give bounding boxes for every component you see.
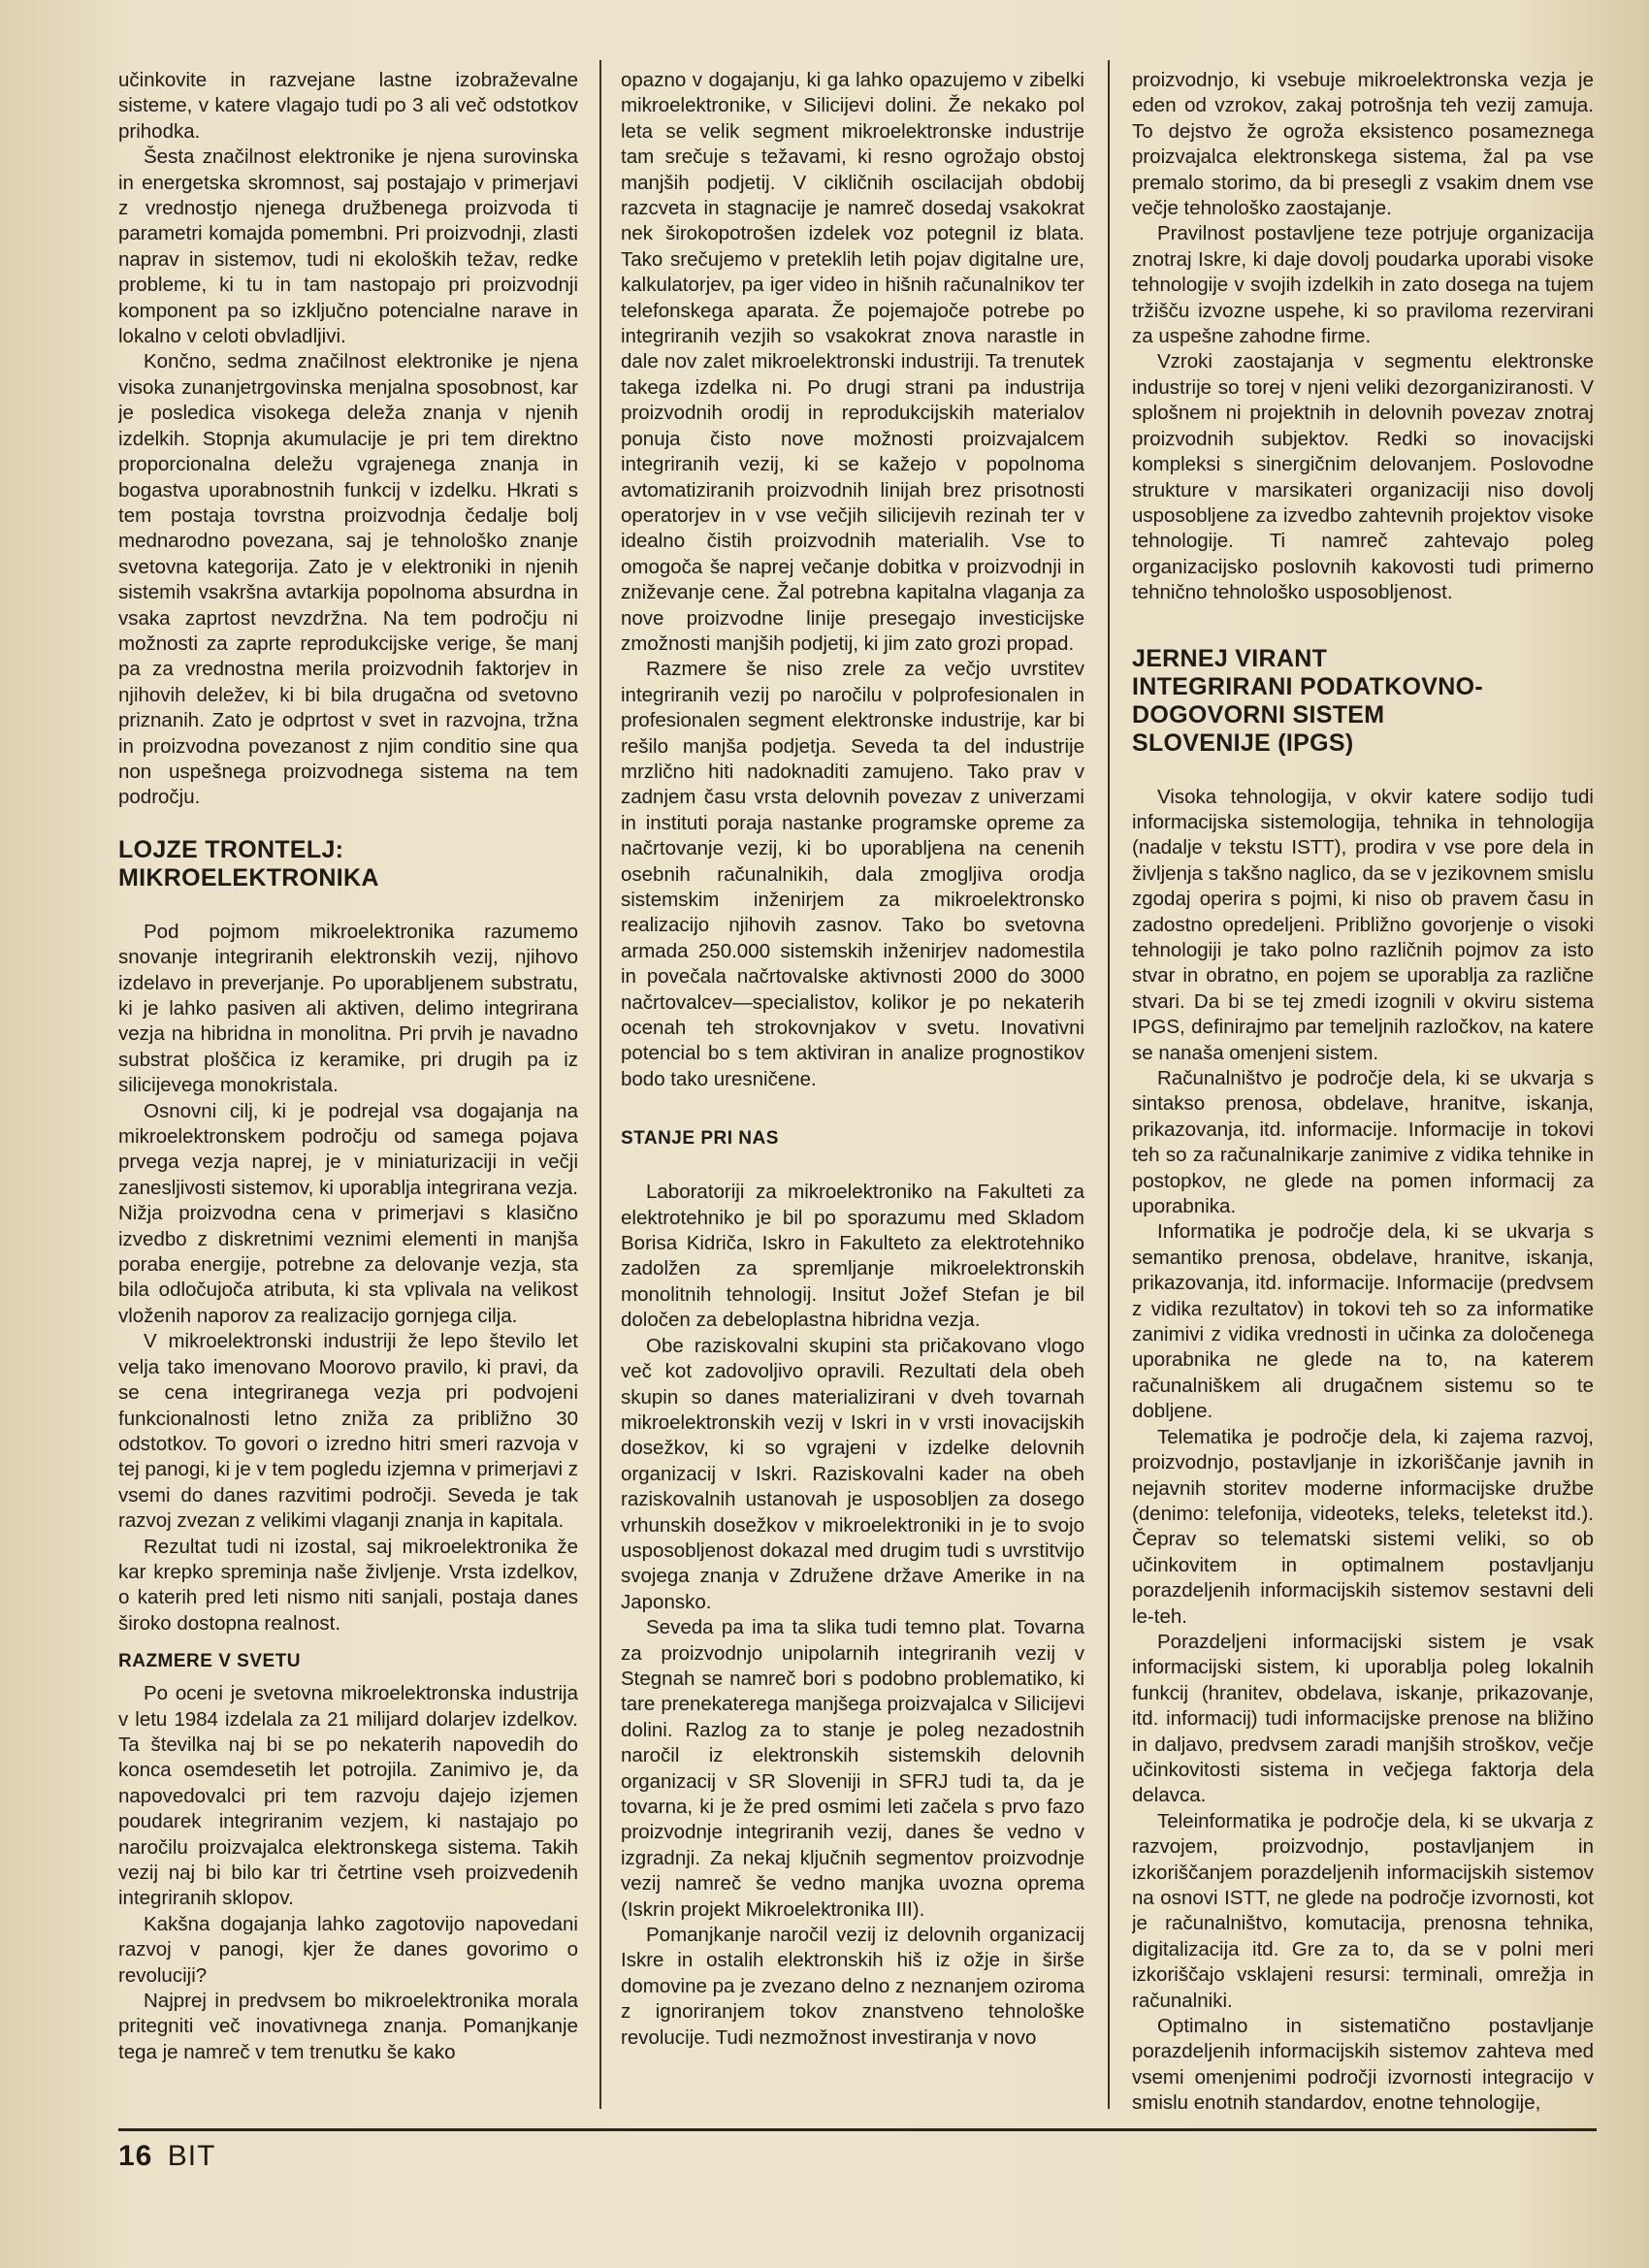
paragraph: Pod pojmom mikroelektronika razumemo snovanje integriranih elektronskih vezij, njihovo izdelavo in preverjanje. Po uporabljenem substratu, ki je lahko pasiven ali aktiven, delimo integrirana vezja na hibridna in monolitna. Pri prvih je navadno substrat ploščica iz keramike, pri drugih pa iz silicijevega monokristala.: [118, 920, 578, 1097]
paragraph: Po oceni je svetovna mikroelektronska industrija v letu 1984 izdelala za 21 milijard dolarjev izdelkov. Ta številka naj bi se po nekaterih napovedih do konca osemdesetih let potrojila. Zanimivo je, da napovedovalci pri tem razvoju dajejo izjemen poudarek integriranim vezjem, ki nastajajo po naročilu proizvajalca elektronskega sistema. Takih vezij naj bi bilo kar tri četrtine vseh proizvedenih integriranih sklopov.: [118, 1682, 578, 1910]
paragraph: Pravilnost postavljene teze potrjuje organizacija znotraj Iskre, ki daje dovolj poudarka uporabi visoke tehnologije v svojih izdelkih in zato dosega na tujem tržišču izvozne uspehe, ki so praviloma rezervirani za uspešne zahodne firme.: [1132, 222, 1594, 348]
spacer: [621, 1158, 1084, 1180]
paragraph: Rezultat tudi ni izostal, saj mikroelektronika že kar krepko spreminja naše življenje. Vrsta izdelkov, o katerih pred leti nismo niti sanjali, postaja danes široko dostopna realnost.: [118, 1535, 578, 1635]
paragraph: Pomanjkanje naročil vezij iz delovnih organizacij Iskre in ostalih elektronskih hiš iz ožje in širše domovine pa je zvezano delno z neznanjem oziroma z ignoriranjem tokov znanstveno tehnološke revolucije. Tudi nezmožnost investiranja v novo: [621, 1924, 1084, 2049]
paragraph: Optimalno in sistematično postavljanje porazdeljenih informacijskih sistemov zahteva med vsemi omenjenimi področji izvornosti integracijo v smislu enotnih standardov, enotne tehnologije,: [1132, 2015, 1594, 2115]
paragraph: Laboratoriji za mikroelektroniko na Fakulteti za elektrotehniko je bil po sporazumu med Skladom Borisa Kidriča, Iskro in Fakulteto za elektrotehniko zadolžen za spremljanje mikroelektronskih monolitnih tehnologij. Insitut Jožef Stefan je bil določen za debeloplastna hibridna vezja.: [621, 1181, 1084, 1332]
paragraph: Računalništvo je področje dela, ki se ukvarja s sintakso prenosa, obdelave, hranitve, iskanja, prikazovanja, itd. informacije. Informacije in tokovi teh so za računalnikarje zanimive z vidika tehnike in postopkov, ne glede na pomen informacij za uporabnika.: [1132, 1067, 1594, 1218]
paragraph: proizvodnjo, ki vsebuje mikroelektronska vezja je eden od vzrokov, zakaj potrošnja teh vezij zamuja. To dejstvo že ogroža eksistenco posameznega proizvajalca elektronskega sistema, žal pa vse premalo storimo, da bi presegli z vsakim dnem vse večje tehnološko zaostajanje.: [1132, 69, 1594, 220]
page-number: 16: [118, 2140, 153, 2172]
paragraph: Obe raziskovalni skupini sta pričakovano vlogo več kot zadovoljivo opravili. Rezultati dela obeh skupin so danes materializirani v dveh tovarnah mikroelektronskih vezij v Iskri in v vrsti inovacijskih dosežkov, ki so vgrajeni v izdelke delovnih organizacij v Iskri. Raziskovalni kader na obeh raziskovalnih ustanovah je usposobljen za dosego vrhunskih dosežkov v mikroelektroniki in je to svojo usposobljenost dokazal med drugim tudi s uvrstitvijo svojega znanja v Združene države Amerike in na Japonsko.: [621, 1334, 1084, 1613]
paragraph: Seveda pa ima ta slika tudi temno plat. Tovarna za proizvodnjo unipolarnih integriranih vezij v Stegnah se namreč bori s podobno problematiko, ki tare prenekaterega manjšega proizvajalca v Silicijevi dolini. Razlog za to stanje je poleg nezadostnih naročil iz elektronskih sistemskih delovnih organizacij v SR Sloveniji in SFRJ tudi ta, da je tovarna, ki je že pred osmimi leti začela s prvo fazo proizvodnje integriranih vezij, danes še vedno v izgradnji. Za nekaj ključnih segmentov proizvodnje vezij namreč še vedno manjka uvozna oprema (Iskrin projekt Mikroelektronika III).: [621, 1616, 1084, 1921]
paragraph: Informatika je področje dela, ki se ukvarja s semantiko prenosa, obdelave, hranitve, iskanja, prikazovanja, itd. informacije. Informacije (predvsem z vidika rezultatov) in tokovi teh so za informatike zanimivi z vidika vrednosti in učinka za določenega uporabnika ne glede na to, na katerem računalniškem ali drugačnem sistemu so te dobljene.: [1132, 1220, 1594, 1423]
subheading-razmere-v-svetu: RAZMERE V SVETU: [118, 1651, 302, 1672]
page-footer: [118, 2140, 215, 2173]
paragraph: učinkovite in razvejane lastne izobraževalne sisteme, v katere vlagajo tudi po 3 ali več odstotkov prihodka.: [118, 69, 578, 143]
paragraph: Osnovni cilj, ki je podrejal vsa dogajanja na mikroelektronskem področju od samega pojava prvega vezja naprej, je v miniaturizaciji in večji zanesljivosti sistemov, ki uporablja integrirana vezja. Nižja proizvodna cena v primerjavi s klasično izvedbo z diskretnimi veznimi elementi in manjša poraba energije, potrebne za delovanje vezja, sta bila odločujoča atributa, ki sta vplivala na velikost vloženih naporov za realizacijo gornjega cilja.: [118, 1099, 578, 1327]
column-middle: [621, 68, 1084, 2124]
article-heading-virant: JERNEJ VIRANT INTEGRIRANI PODATKOVNO- DOGOVORNI SISTEM SLOVENIJE (IPGS): [1132, 644, 1483, 757]
paragraph: Visoka tehnologija, v okvir katere sodijo tudi informacijska sistemologija, tehnika in tehnologija (nadalje v tekstu ISTT), prodira v vse pore dela in življenja s takšno naglico, da se v jezikovnem smislu zgodaj operira s pojmi, ki niso ob pravem času in zadostno opredeljeni. Približno govorjenje o visoki tehnologiji je tako polno različnih pojmov za isto stvar in obratno, en pojem se uporablja za različne stvari. Da bi se tej zmedi izognili v okviru sistema IPGS, definirajmo par temeljnih razločkov, na katere se nanaša omenjeni sistem.: [1132, 785, 1594, 1064]
paragraph: Najprej in predvsem bo mikroelektronika morala pritegniti več inovativnega znanja. Pomanjkanje tega je namreč v tem trenutku še kako: [118, 1990, 578, 2063]
paragraph: Končno, sedma značilnost elektronike je njena visoka zunanjetrgovinska menjalna sposobnost, kar je posledica visokega deleža znanja v njenih izdelkih. Stopnja akumulacije je pri tem direktno proporcionalna deležu vgrajenega znanja in bogastva uporabnostnih funkcij v izdelku. Hkrati s tem postaja tovrstna proizvodnja čedalje bolj mednarodno povezana, saj je tehnološko znanje svetovna kategorija. Zato je v elektroniki in njenih sistemih vsakršna avtarkija popolnoma absurdna in vsaka zaprtost nevzdržna. Na tem področju ni možnosti za zaprte reprodukcijske verige, še manj pa za vrednostna merila proizvodnih faktorjev in njihovih deležev, ki bi bila drugačna od svetovno priznanih. Zato je odprtost v svet in razvojna, tržna in proizvodna povezanost z njim conditio sine qua non uspešnega proizvodnega sistema na tem področju.: [118, 350, 578, 809]
publication-name: BIT: [167, 2140, 216, 2172]
paragraph: Vzroki zaostajanja v segmentu elektronske industrije so torej v njeni veliki dezorganiziranosti. V splošnem ni projektnih in delovnih povezav znotraj proizvodnih subjektov. Redki so inovacijski kompleksi s sinergičnim delovanjem. Poslovodne strukture v marsikateri organizaciji niso dovolj usposobljene za izvedbo zahtevnih projektov visoke tehnologije. Ti namreč zahtevajo poleg organizacijsko poslovnih kakovosti tudi primerno tehnično tehnološko usposobljenost.: [1132, 350, 1594, 604]
column-divider: [599, 60, 601, 2109]
article-heading-trontelj: LOJZE TRONTELJ: MIKROELEKTRONIKA: [118, 835, 379, 891]
paragraph: Razmere še niso zrele za večjo uvrstitev integriranih vezij po naročilu v polprofesionalen in profesionalen segment elektronske industrije, kar bi rešilo manjša podjetja. Seveda ta del industrije mrzlično hiti nadoknaditi zamujeno. Tako prav v zadnjem času vrsta delovnih povezav z univerzami in instituti poraja nastanke programske opreme za načrtovanje vezij, ki bo uporabljena na cenenih osebnih računalnikih, dala zmogljiva orodja sistemskim inženirjem za mikroelektronsko realizacijo njihovih zasnov. Tako bo svetovna armada 250.000 sistemskih inženirjev nadomestila in povečala načrtovalske aktivnosti 2000 do 3000 načrtovalcev—specialistov, kolikor je po nekaterih ocenah teh strokovnjakov v svetu. Inovativni potencial bo s tem aktiviran in analize prognostikov bodo tako uresničene.: [621, 658, 1084, 1090]
paragraph: Kakšna dogajanja lahko zagotovijo napovedani razvoj v panogi, kjer že danes govorimo o revoluciji?: [118, 1912, 578, 1987]
column-right: [1132, 68, 1594, 2124]
column-left: [118, 68, 578, 2124]
column-divider: [1108, 60, 1110, 2109]
paragraph: opazno v dogajanju, ki ga lahko opazujemo v zibelki mikroelektronike, v Silicijevi dolini. Že nekako pol leta se velik segment mikroelektronske industrije tam srečuje s težavami, ki resno ogrožajo obstoj manjših podjetij. V cikličnih oscilacijah obdobij razcveta in stagnacije je namreč dosedaj vsakokrat nek širokopotrošen izdelek voz potegnil iz blata. Tako srečujemo v preteklih letih pojav digitalne ure, kalkulatorjev, pa iger video in hišnih računalnikov ter telefonskega aparata. Že pojemajoče potrebe po integriranih vezjih so vsakokrat znova narastle in dale nov zalet mikroelektronski industriji. Ta trenutek takega izdelka ni. Po drugi strani pa industrija proizvodnih orodij in reprodukcijskih materialov ponuja čisto nove možnosti proizvajalcem integriranih vezij, ki se kažejo v popolnoma avtomatiziranih proizvodnih linijah brez prisotnosti operatorjev in v vse večjih silicijevih rezinah ter v idealno čistih proizvodnih materialih. Vse to omogoča še naprej večanje dobitka v proizvodnji in zniževanje cene. Žal potrebna kapitalna vlaganja za nove proizvodne linije presegajo investicijske zmožnosti manjših podjetij, ki jim zato grozi propad.: [621, 69, 1084, 655]
paragraph: Teleinformatika je področje dela, ki se ukvarja z razvojem, proizvodnjo, postavljanjem in izkoriščanjem porazdeljenih informacijskih sistemov na osnovi ISTT, ne glede na področje izvornosti, kot je računalništvo, komutacija, prenosna tehnika, digitalizacija itd. Gre za to, da se v polni meri izkoriščajo vsklajeni resursi: terminali, omrežja in računalniki.: [1132, 1809, 1594, 2012]
paragraph: V mikroelektronski industriji že lepo število let velja tako imenovano Moorovo pravilo, ki pravi, da se cena integriranega vezja pri podvojeni funkcionalnosti letno zniža za približno 30 odstotkov. To govori o izredno hitri smeri razvoja v tej panogi, ki je v tem pogledu izjemna v primerjavi z vsemi do danes razvitimi področji. Seveda je tak razvoj zvezan z velikimi vlaganji znanja in kapitala.: [118, 1330, 578, 1533]
footer-rule: [118, 2128, 1597, 2131]
paragraph: Šesta značilnost elektronike je njena surovinska in energetska skromnost, saj postajajo v primerjavi z vrednostjo njenega družbenega proizvoda ti parametri komajda pomembni. Pri proizvodnji, zlasti naprav in sistemov, tudi ni ekoloških težav, redke probleme, ki tu in tam nastopajo pri proizvodnji komponent pa so izključno potencialne narave in lokalno v celoti obvladljivi.: [118, 146, 578, 348]
paragraph: Telematika je področje dela, ki zajema razvoj, proizvodnjo, postavljanje in izkoriščanje javnih in nejavnih storitev moderne informacijske družbe (denimo: telefonija, videoteks, teleks, teletekst itd.). Čeprav so telematski sistemi veliki, so ob učinkovitem in optimalnem postavljanju porazdeljenih informacijskih sistemov sestavni deli le-teh.: [1132, 1425, 1594, 1628]
paragraph: Porazdeljeni informacijski sistem je vsak informacijski sistem, ki uporablja poleg lokalnih funkcij (hranitev, obdelava, iskanje, prikazovanje, itd. informacij) tudi informacijske prenose na bližino in daljavo, predvsem zaradi manjših stroškov, večje učinkovitosti sistema in večjega faktorja dela delavca.: [1132, 1630, 1594, 1807]
subheading-stanje-pri-nas: STANJE PRI NAS: [621, 1128, 779, 1150]
spacer: [621, 1092, 1084, 1114]
